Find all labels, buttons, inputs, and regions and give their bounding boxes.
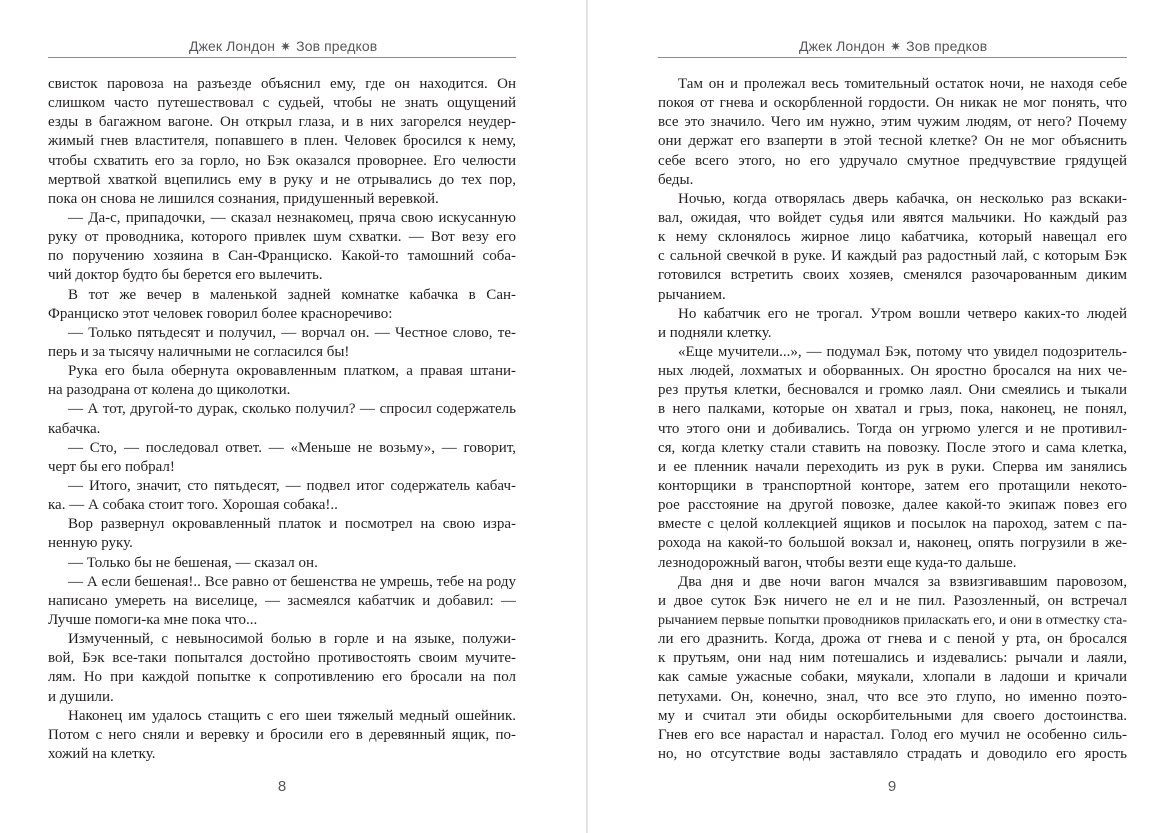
text-line: все это значило. Чего им нужно, этим чужим людям, от него? Почему [658, 114, 1127, 131]
text-line: готовился встретить своих хозяев, сменялся разочарованным диким [658, 267, 1127, 284]
text-line: конторщики в транспортной конторе, затем его протащили некото- [658, 477, 1127, 494]
text-line: Лучше помоги-ка мне пока что... [48, 611, 258, 628]
text-line: — Только пятьдесят и получил, — ворчал он. — Честное слово, те- [68, 324, 516, 341]
text-line: — А если бешеная!.. Все равно от бешенства не умрешь, тебе на роду [68, 573, 516, 590]
running-head [189, 38, 377, 56]
text-line: как самые ужасные собаки, мяукали, хлопали в ладоши и кричали [658, 669, 1127, 686]
text-line: Вор развернул окровавленный платок и посмотрел на свою изра- [68, 516, 516, 533]
text-line: на разодрана от колена до щиколотки. [48, 382, 291, 399]
text-line: — А тот, другой-то дурак, сколько получил? — спросил содержатель [68, 401, 516, 418]
header-rule [658, 57, 1127, 58]
running-head [799, 38, 987, 56]
text-line: жимый гнев властителя, попавшего в плен. Человек бросился к нему, [48, 133, 516, 150]
text-line: Франциско этот человек говорил более красноречиво: [48, 305, 393, 322]
running-head-author: Джек Лондон [799, 38, 886, 54]
running-head-author: Джек Лондон [189, 38, 276, 54]
text-line: черт бы его побрал! [48, 458, 175, 475]
text-line: свисток паровоза на разъезде объяснил ему, где он находится. Он [48, 76, 516, 92]
text-line: но, но отсутствие воды заставляло страдать и доводило его ярость [658, 745, 1127, 762]
text-line: и подняли клетку. [658, 324, 772, 341]
running-head-title: Зов предков [296, 38, 378, 54]
running-head-title: Зов предков [906, 38, 988, 54]
text-line: рычанием. [658, 286, 726, 303]
text-line: в него палками, которые он хватал и грыз, пока, наконец, не понял, [658, 401, 1127, 418]
text-line: лям. Но при каждой попытке к сопротивлению его бросали на пол [48, 669, 516, 686]
text-line: покоя от гнева и оскорбленной гордости. Он никак не мог понять, что [658, 95, 1127, 112]
text-line: петухами. Он, конечно, знал, что все это глупо, но именно поэто- [658, 688, 1127, 705]
book-gutter [586, 0, 588, 833]
text-line: Ночью, когда отворялась дверь кабачка, он несколько раз вскаки- [678, 190, 1127, 207]
text-line: В тот же вечер в маленькой задней комнатке кабачка в Сан- [68, 286, 516, 303]
text-line: пока он снова не лишился сознания, придушенный веревкой. [48, 190, 439, 207]
text-line: вместе с целой коллекцией ящиков и посылок на пароход, затем с па- [658, 516, 1127, 533]
star-separator-icon: ✷ [280, 39, 292, 54]
text-line: «Еще мучители...», — подумал Бэк, потому что увидел подозритель- [678, 343, 1127, 360]
text-line: слишком часто путешествовал с судьей, чтобы не знать ощущений [48, 95, 516, 112]
text-line: Потом с него сняли и веревку и бросили его в деревянный ящик, по- [48, 726, 516, 743]
text-line: и душили. [48, 688, 114, 705]
text-line: и ее пленник начали переходить из рук в руки. Сперва им занялись [658, 458, 1127, 475]
text-line: мертвой хваткой вцепились ему в руку и не отрывались до тех пор, [48, 171, 516, 188]
text-line: ка. — А собака стоит того. Хорошая собака!.. [48, 497, 338, 514]
text-line: себе всего этого, но его удручало смутное предчувствие грядущей [658, 152, 1127, 169]
text-line: ли его дразнить. Когда, дрожа от гнева и с пеной у рта, он бросался [658, 631, 1127, 648]
body-text [48, 75, 516, 764]
text-line: перь и за тысячу наличными не согласился бы! [48, 343, 350, 360]
text-line: что этого они и добивались. Тогда он угрюмо улегся и не противил- [658, 420, 1127, 437]
text-line: Наконец им удалось стащить с его шеи тяжелый медный ошейник. [68, 707, 516, 724]
star-separator-icon: ✷ [890, 39, 902, 54]
text-line: написано умереть на виселице, — засмеялся кабатчик и добавил: — [48, 592, 516, 609]
text-line: Там он и пролежал весь томительный остаток ночи, не находя себе [678, 76, 1127, 92]
text-line: Два дня и две ночи вагон мчался за взвизгивавшим паровозом, [678, 573, 1127, 590]
text-line: и двое суток Бэк ничего не ел и не пил. Разозленный, он встречал [658, 592, 1127, 609]
text-line: езды в багажном вагоне. Он открыл глаза, и в них загорелся неудер- [48, 114, 516, 131]
text-line: вал, ожидая, что войдет судья или явятся мальчики. Но каждый раз [658, 209, 1127, 226]
text-line: к нему склонялось жирное лицо кабатчика, который навещал его [658, 229, 1127, 246]
header-rule [48, 57, 516, 58]
text-line: чий доктор будто бы берется его вылечить. [48, 267, 323, 284]
left-page [48, 0, 516, 833]
text-line: рое расстояние на другой повозке, далее какой-то экипаж повез его [658, 497, 1127, 514]
text-line: руку от проводника, которого привлек шум схватки. — Вот везу его [48, 229, 516, 246]
page-number: 8 [277, 778, 287, 795]
text-line: рохода на какой-то большой вокзал и, наконец, опять погрузили в же- [658, 535, 1127, 552]
text-line: кабачка. [48, 420, 101, 437]
text-line: му и считал эти обиды оскорбительными для своего достоинства. [658, 707, 1127, 724]
right-page [658, 0, 1127, 833]
text-line: хожий на клетку. [48, 745, 156, 762]
text-line: лезнодорожный вагон, чтобы везти еще куда-то дальше. [658, 554, 1017, 571]
text-line: Но кабатчик его не трогал. Утром вошли четверо каких-то людей [678, 305, 1127, 322]
text-line: — Сто, — последовал ответ. — «Меньше не возьму», — говорит, [68, 439, 516, 456]
text-line: вой, Бэк все-таки попытался достойно противостоять своим мучите- [48, 650, 516, 667]
text-line: рез прутья клетки, бесновался и громко лаял. Они смеялись и тыкали [658, 382, 1127, 399]
body-text [658, 75, 1127, 764]
page-number: 9 [887, 778, 897, 795]
text-line: ных людей, лохматых и оборванных. Он яростно бросался на них че- [658, 363, 1127, 380]
text-line: — Только бы не бешеная, — сказал он. [68, 554, 318, 571]
text-line: с сальной свечкой в руке. И каждый раз радостный лай, с которым Бэк [658, 248, 1127, 265]
text-line: чтобы схватить его за горло, но Бэк оказался проворнее. Его челюсти [48, 152, 516, 169]
text-line: они держат его взаперти в этой тесной клетке? Он не мог объяснить [658, 133, 1127, 150]
text-line: — Итого, значит, сто пятьдесят, — подвел итог содержатель кабач- [68, 477, 516, 494]
text-line: рычанием первые попытки проводников приласкать его, и они в отместку ста- [658, 612, 1127, 628]
text-line: беды. [658, 171, 694, 188]
text-line: по поручению хозяина в Сан-Франциско. Какой-то тамошний соба- [48, 248, 516, 265]
text-line: ненную руку. [48, 535, 133, 552]
text-line: к прутьям, они над ним потешались и издевались: рычали и лаяли, [658, 650, 1127, 667]
text-line: ся, когда клетку стали ставить на повозку. После этого и сама клетка, [658, 439, 1127, 456]
text-line: — Да-с, припадочки, — сказал незнакомец, пряча свою искусанную [68, 209, 516, 226]
text-line: Рука его была обернута окровавленным платком, а правая штани- [68, 363, 516, 380]
text-line: Гнев его все нарастал и нарастал. Голод его мучил не особенно силь- [658, 726, 1127, 743]
text-line: Измученный, с невыносимой болью в горле и на языке, полужи- [68, 631, 516, 648]
